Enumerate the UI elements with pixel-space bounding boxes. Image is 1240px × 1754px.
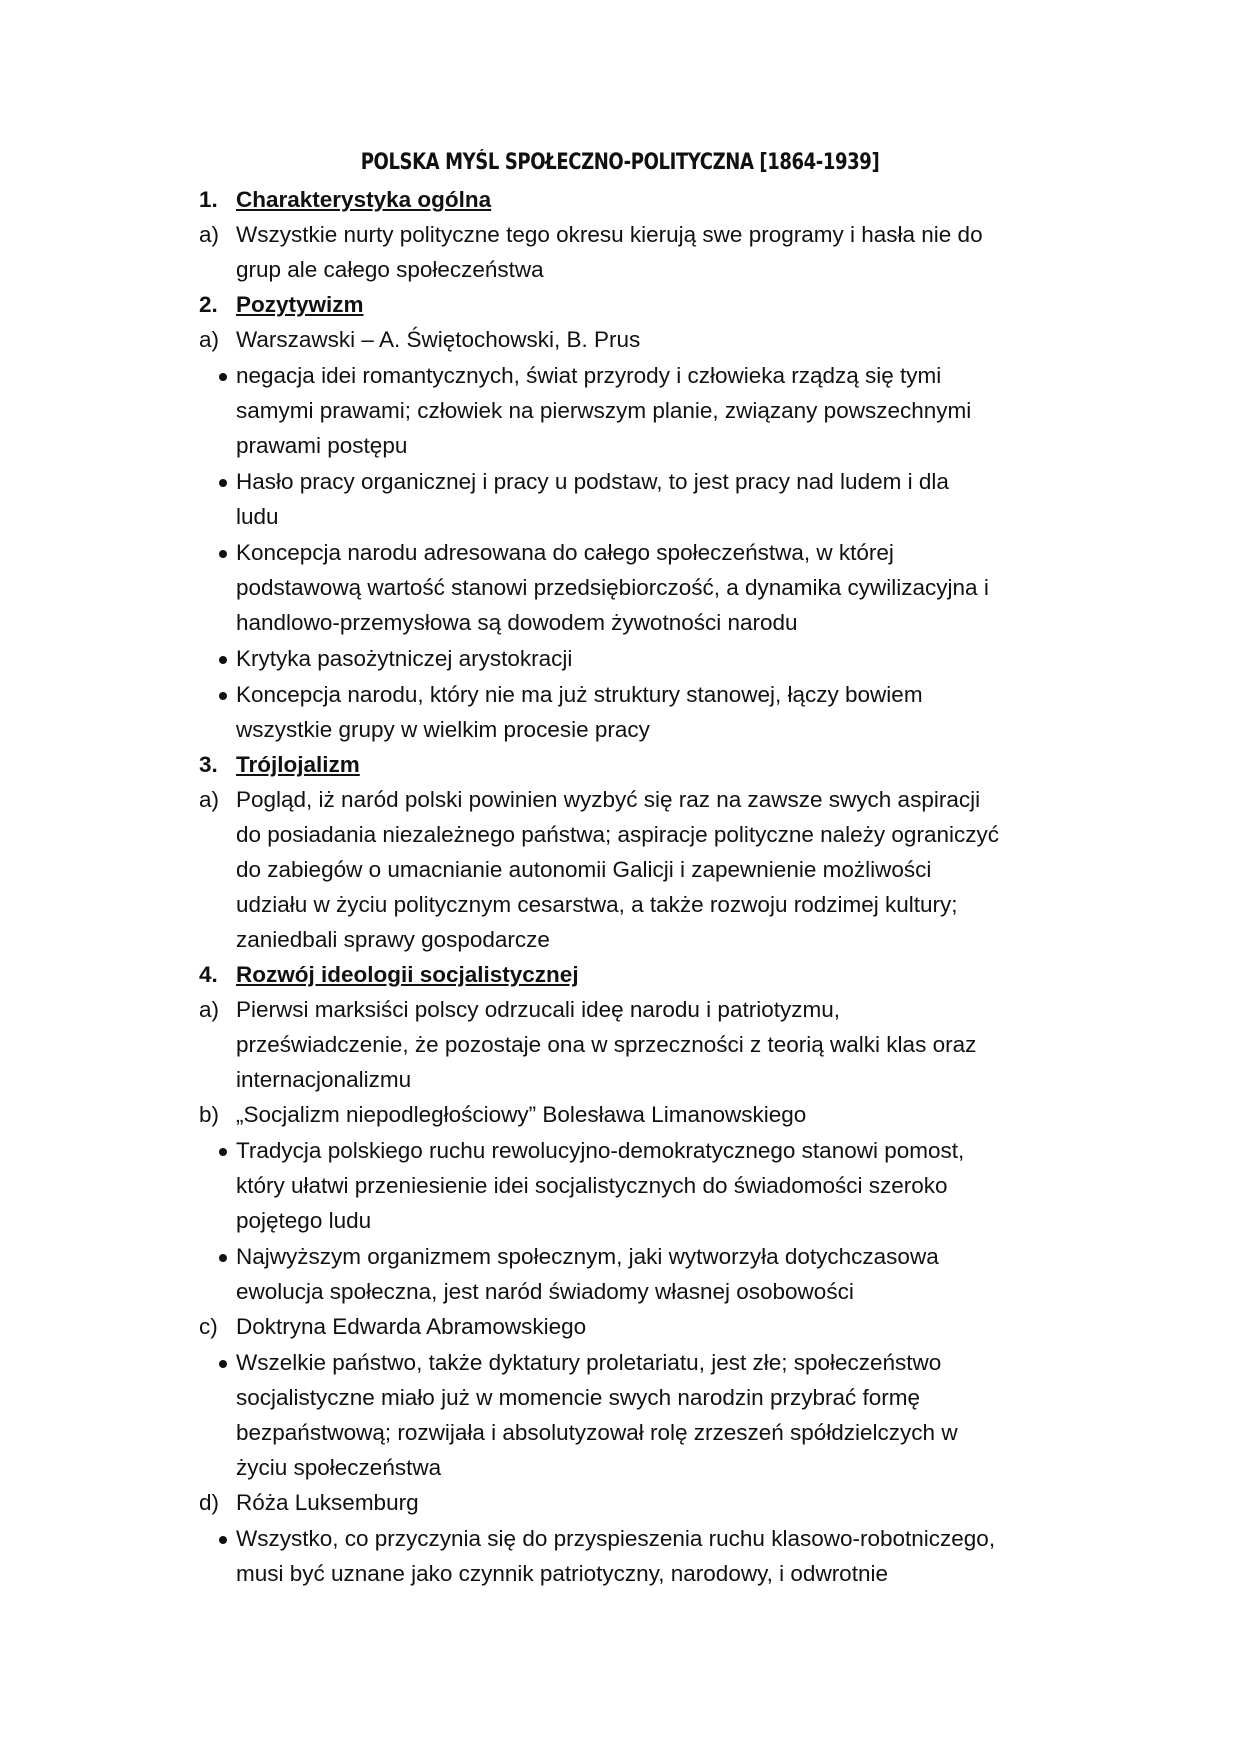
item-text: do posiadania niezależnego państwa; aspiracje polityczne należy ograniczyć <box>236 822 999 847</box>
bullet-text: Tradycja polskiego ruchu rewolucyjno-demokratycznego stanowi pomost, <box>236 1138 965 1163</box>
item-text: internacjonalizmu <box>236 1067 412 1092</box>
item-line <box>0 782 1240 817</box>
item-text: Wszystkie nurty polityczne tego okresu kierują swe programy i hasła nie do <box>236 222 983 247</box>
bullet-line <box>0 677 1240 712</box>
item-text: grup ale całego społeczeństwa <box>236 257 544 282</box>
item-text: Róża Luksemburg <box>236 1490 419 1515</box>
bullet-line <box>0 535 1240 570</box>
bullet-text: Wszystko, co przyczynia się do przyspieszenia ruchu klasowo-robotniczego, <box>236 1526 996 1551</box>
bullet-line <box>0 428 1240 463</box>
bullet-text: musi być uznane jako czynnik patriotyczny, narodowy, i odwrotnie <box>236 1561 888 1586</box>
bullet-text: wszystkie grupy w wielkim procesie pracy <box>236 717 650 742</box>
bullet-line <box>0 1274 1240 1309</box>
item-label: a) <box>199 997 220 1022</box>
bullet-dot-icon <box>219 1254 227 1262</box>
bullet-dot-icon <box>219 692 227 700</box>
item-label: a) <box>199 222 220 247</box>
section-number: 2. <box>199 292 218 317</box>
section-title: Trójlojalizm <box>236 752 360 777</box>
bullet-text: życiu społeczeństwa <box>236 1455 442 1480</box>
item-line <box>0 817 1240 852</box>
section-title: Charakterystyka ogólna <box>236 187 492 212</box>
bullet-text: podstawową wartość stanowi przedsiębiorczość, a dynamika cywilizacyjna i <box>236 575 989 600</box>
bullet-text: Krytyka pasożytniczej arystokracji <box>236 646 573 671</box>
bullet-text: Koncepcja narodu adresowana do całego społeczeństwa, w której <box>236 540 894 565</box>
section-title: Pozytywizm <box>236 292 364 317</box>
bullet-line <box>0 1415 1240 1450</box>
bullet-text: negacja idei romantycznych, świat przyrody i człowieka rządzą się tymi <box>236 363 942 388</box>
bullet-text: który ułatwi przeniesienie idei socjalistycznych do świadomości szeroko <box>236 1173 948 1198</box>
item-text: Pierwsi marksiści polscy odrzucali ideę narodu i patriotyzmu, <box>236 997 840 1022</box>
section-title: Rozwój ideologii socjalistycznej <box>236 962 579 987</box>
section-heading <box>0 287 1240 322</box>
bullet-text: handlowo-przemysłowa są dowodem żywotności narodu <box>236 610 798 635</box>
bullet-text: Wszelkie państwo, także dyktatury proletariatu, jest złe; społeczeństwo <box>236 1350 942 1375</box>
item-text: udziału w życiu politycznym cesarstwa, a także rozwoju rodzimej kultury; <box>236 892 958 917</box>
bullet-line <box>0 1556 1240 1591</box>
item-line <box>0 252 1240 287</box>
bullet-line <box>0 1380 1240 1415</box>
bullet-dot-icon <box>219 550 227 558</box>
bullet-text: Najwyższym organizmem społecznym, jaki wytworzyła dotychczasowa <box>236 1244 939 1269</box>
bullet-line <box>0 570 1240 605</box>
section-heading <box>0 957 1240 992</box>
item-line <box>0 1062 1240 1097</box>
bullet-dot-icon <box>219 1536 227 1544</box>
bullet-line <box>0 358 1240 393</box>
item-text: Warszawski – A. Świętochowski, B. Prus <box>236 327 641 352</box>
bullet-line <box>0 1133 1240 1168</box>
bullet-text: prawami postępu <box>236 433 408 458</box>
item-line <box>0 1027 1240 1062</box>
item-line <box>0 1097 1240 1132</box>
bullet-line <box>0 1168 1240 1203</box>
document-content <box>0 182 1240 1591</box>
item-label: c) <box>199 1314 218 1339</box>
bullet-text: ewolucja społeczna, jest naród świadomy własnej osobowości <box>236 1279 854 1304</box>
bullet-text: ludu <box>236 504 279 529</box>
section-number: 3. <box>199 752 218 777</box>
bullet-text: socjalistyczne miało już w momencie swych narodzin przybrać formę <box>236 1385 920 1410</box>
item-text: do zabiegów o umacnianie autonomii Galicji i zapewnienie możliwości <box>236 857 932 882</box>
item-line <box>0 887 1240 922</box>
item-line <box>0 852 1240 887</box>
bullet-line <box>0 1239 1240 1274</box>
bullet-line <box>0 464 1240 499</box>
section-heading <box>0 182 1240 217</box>
item-text: Pogląd, iż naród polski powinien wyzbyć się raz na zawsze swych aspiracji <box>236 787 981 812</box>
bullet-line <box>0 1345 1240 1380</box>
section-number: 1. <box>199 187 218 212</box>
bullet-dot-icon <box>219 479 227 487</box>
bullet-dot-icon <box>219 656 227 664</box>
bullet-line <box>0 393 1240 428</box>
item-text: Doktryna Edwarda Abramowskiego <box>236 1314 587 1339</box>
bullet-text: Koncepcja narodu, który nie ma już struktury stanowej, łączy bowiem <box>236 682 923 707</box>
item-line <box>0 217 1240 252</box>
item-label: d) <box>199 1490 220 1515</box>
item-label: a) <box>199 787 220 812</box>
bullet-text: Hasło pracy organicznej i pracy u podstaw, to jest pracy nad ludem i dla <box>236 469 949 494</box>
item-line <box>0 1485 1240 1520</box>
bullet-line <box>0 1521 1240 1556</box>
item-text: przeświadczenie, że pozostaje ona w sprzeczności z teorią walki klas oraz <box>236 1032 977 1057</box>
item-line <box>0 1309 1240 1344</box>
bullet-text: bezpaństwową; rozwijała i absolutyzował rolę zrzeszeń spółdzielczych w <box>236 1420 958 1445</box>
item-label: a) <box>199 327 220 352</box>
bullet-line <box>0 1203 1240 1238</box>
bullet-text: pojętego ludu <box>236 1208 372 1233</box>
section-heading <box>0 747 1240 782</box>
bullet-dot-icon <box>219 373 227 381</box>
item-text: zaniedbali sprawy gospodarcze <box>236 927 550 952</box>
bullet-dot-icon <box>219 1360 227 1368</box>
bullet-line <box>0 499 1240 534</box>
item-label: b) <box>199 1102 220 1127</box>
bullet-line <box>0 712 1240 747</box>
bullet-line <box>0 641 1240 676</box>
item-line <box>0 922 1240 957</box>
section-number: 4. <box>199 962 218 987</box>
item-line <box>0 322 1240 357</box>
item-line <box>0 992 1240 1027</box>
bullet-line <box>0 605 1240 640</box>
document-title: POLSKA MYŚL SPOŁECZNO-POLITYCZNA [1864-1939] <box>360 150 880 175</box>
bullet-dot-icon <box>219 1148 227 1156</box>
bullet-line <box>0 1450 1240 1485</box>
item-text: „Socjalizm niepodległościowy” Bolesława Limanowskiego <box>236 1102 807 1127</box>
bullet-text: samymi prawami; człowiek na pierwszym planie, związany powszechnymi <box>236 398 972 423</box>
